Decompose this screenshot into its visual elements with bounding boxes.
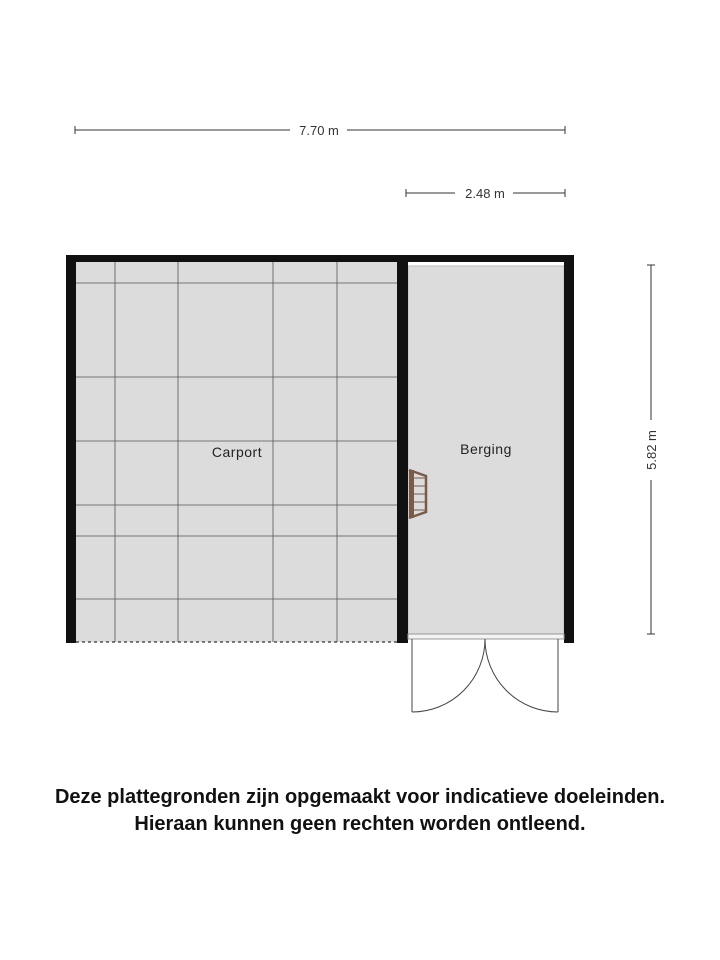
dimension-label-depth: 5.82 m (644, 430, 659, 470)
dimension-berging-width (406, 186, 565, 201)
dimension-depth (644, 265, 659, 634)
disclaimer-line-2: Hieraan kunnen geen rechten worden ontleend. (134, 813, 586, 835)
dimension-total-width (75, 123, 565, 138)
room-label-berging: Berging (460, 441, 512, 457)
room-label-carport: Carport (211, 444, 263, 460)
dimension-label-berging-width: 2.48 m (465, 186, 505, 201)
dimension-label-total-width: 7.70 m (299, 123, 339, 138)
disclaimer-line-1: Deze plattegronden zijn opgemaakt voor indicatieve doeleinden. (54, 786, 666, 808)
berging-double-door (408, 634, 564, 712)
disclaimer (0, 784, 720, 838)
